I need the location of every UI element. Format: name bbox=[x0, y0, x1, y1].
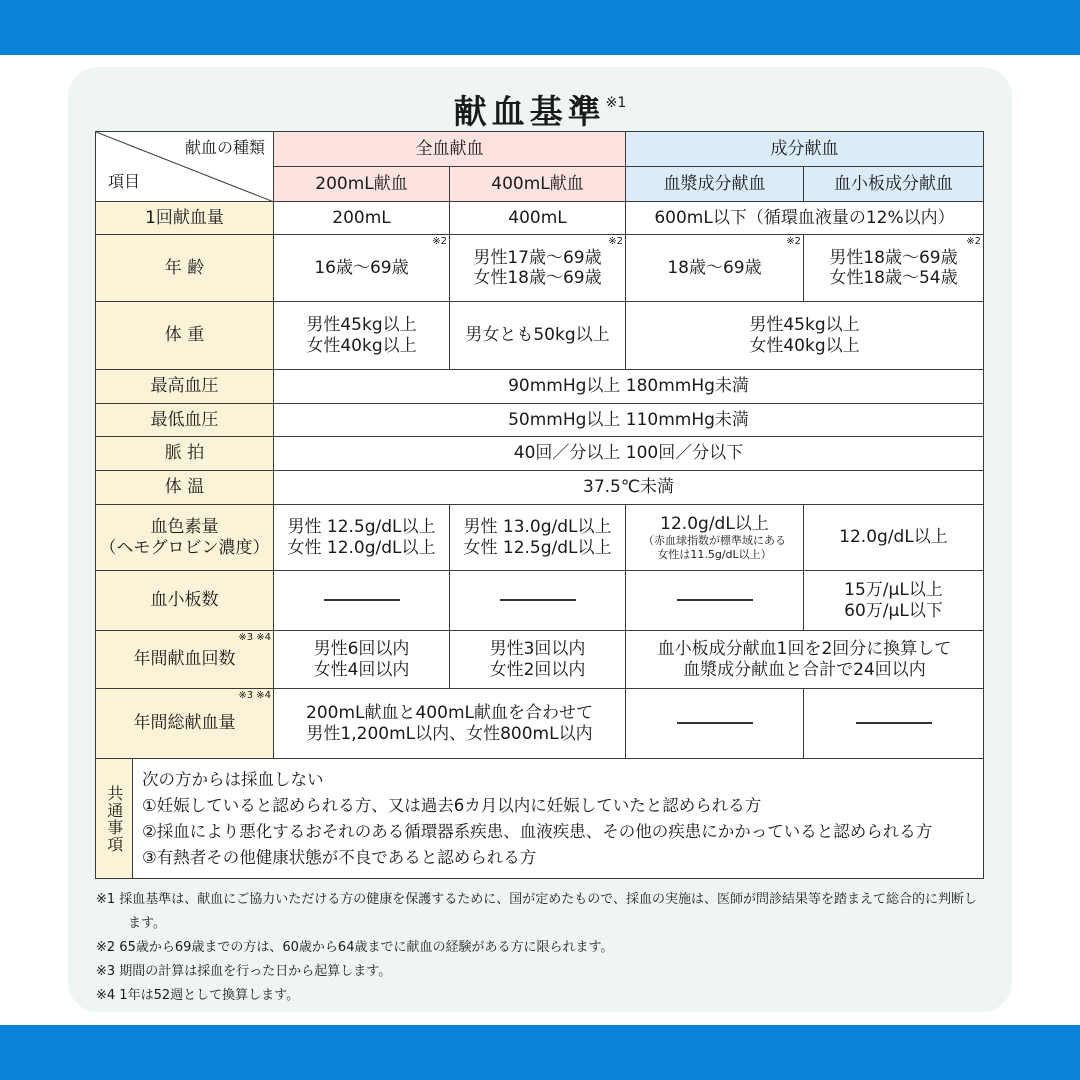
label-weight: 体 重 bbox=[96, 302, 274, 370]
label-diastolic: 最低血圧 bbox=[96, 404, 274, 437]
footnote-4: ※4 1年は52週として換算します。 bbox=[96, 988, 300, 1003]
row-systolic bbox=[96, 370, 984, 404]
top-accent-bar bbox=[0, 0, 1080, 55]
age-200-note: ※2 bbox=[432, 236, 447, 247]
label-annual-count: ※3 ※4 年間献血回数 bbox=[96, 631, 274, 689]
annual-total-whole: 200mL献血と400mL献血を合わせて 男性1,200mL以内、女性800mL以内 bbox=[274, 689, 626, 759]
row-annual-count bbox=[96, 631, 984, 689]
whole-blood-header: 全血献血 bbox=[274, 132, 626, 167]
row-weight bbox=[96, 302, 984, 370]
age-400: ※2 男性17歳～69歳 女性18歳～69歳 bbox=[450, 235, 626, 302]
common-section bbox=[96, 759, 984, 879]
common-label-box bbox=[96, 759, 133, 878]
age-200: ※2 16歳～69歳 bbox=[274, 235, 450, 302]
row-pulse bbox=[96, 437, 984, 471]
row-common bbox=[96, 759, 984, 879]
label-platelet-count: 血小板数 bbox=[96, 571, 274, 631]
col-200ml: 200mL献血 bbox=[274, 167, 450, 202]
hemoglobin-400: 男性 13.0g/dL以上 女性 12.5g/dL以上 bbox=[450, 505, 626, 571]
volume-400: 400mL bbox=[450, 202, 626, 235]
age-platelet-note: ※2 bbox=[966, 236, 981, 247]
title-footnote-mark: ※1 bbox=[605, 95, 627, 111]
not-applicable-dash bbox=[677, 599, 753, 601]
annual-total-platelet bbox=[804, 689, 984, 759]
diastolic-value: 50mmHg以上 110mmHg未満 bbox=[274, 404, 984, 437]
annual-count-400: 男性3回以内 女性2回以内 bbox=[450, 631, 626, 689]
annual-count-note: ※3 ※4 bbox=[238, 632, 271, 643]
common-item-3: ③有熱者その他健康状態が不良であると認められる方 bbox=[142, 847, 537, 867]
not-applicable-dash bbox=[324, 599, 400, 601]
common-item-1: ①妊娠していると認められる方、又は過去6カ月以内に妊娠していたと認められる方 bbox=[142, 795, 762, 815]
col-plasma: 血漿成分献血 bbox=[626, 167, 804, 202]
systolic-value: 90mmHg以上 180mmHg未満 bbox=[274, 370, 984, 404]
hemoglobin-200: 男性 12.5g/dL以上 女性 12.0g/dL以上 bbox=[274, 505, 450, 571]
annual-count-component: 血小板成分献血1回を2回分に換算して 血漿成分献血と合計で24回以内 bbox=[626, 631, 984, 689]
age-platelet: ※2 男性18歳～69歳 女性18歳～54歳 bbox=[804, 235, 984, 302]
volume-200: 200mL bbox=[274, 202, 450, 235]
footnote-1: ※1 採血基準は、献血にご協力いただける方の健康を保護するために、国が定めたもので、採血の実施は、医師が問診結果等を踏まえて総合的に判断します。 bbox=[96, 892, 978, 931]
col-400ml: 400mL献血 bbox=[450, 167, 626, 202]
footnote-2: ※2 65歳から69歳までの方は、60歳から64歳までに献血の経験がある方に限られます。 bbox=[96, 940, 614, 955]
platelet-count-platelet: 15万/μL以上 60万/μL以下 bbox=[804, 571, 984, 631]
label-temp: 体 温 bbox=[96, 471, 274, 505]
common-intro: 次の方からは採血しない bbox=[142, 769, 324, 789]
weight-200: 男性45kg以上 女性40kg以上 bbox=[274, 302, 450, 370]
row-age bbox=[96, 235, 984, 302]
label-systolic: 最高血圧 bbox=[96, 370, 274, 404]
row-volume bbox=[96, 202, 984, 235]
annual-total-plasma bbox=[626, 689, 804, 759]
header-corner-cell bbox=[96, 132, 274, 202]
volume-component: 600mL以下（循環血液量の12%以内） bbox=[626, 202, 984, 235]
component-header: 成分献血 bbox=[626, 132, 984, 167]
platelet-count-200 bbox=[274, 571, 450, 631]
label-hemoglobin: 血色素量 （ヘモグロビン濃度） bbox=[96, 505, 274, 571]
donation-criteria-table bbox=[95, 131, 984, 879]
annual-count-200: 男性6回以内 女性4回以内 bbox=[274, 631, 450, 689]
bottom-accent-bar bbox=[0, 1025, 1080, 1080]
label-age: 年 齢 bbox=[96, 235, 274, 302]
not-applicable-dash bbox=[856, 722, 932, 724]
annual-total-note: ※3 ※4 bbox=[238, 690, 271, 701]
type-label: 献血の種類 bbox=[184, 138, 265, 157]
col-platelet: 血小板成分献血 bbox=[804, 167, 984, 202]
item-label: 項目 bbox=[108, 171, 141, 191]
page-title: 献血基準$^{※1}$ bbox=[453, 92, 627, 131]
temp-value: 37.5℃未満 bbox=[274, 471, 984, 505]
footnotes bbox=[96, 888, 986, 1008]
weight-400: 男女とも50kg以上 bbox=[450, 302, 626, 370]
row-diastolic bbox=[96, 404, 984, 437]
hemoglobin-platelet: 12.0g/dL以上 bbox=[804, 505, 984, 571]
row-hemoglobin bbox=[96, 505, 984, 571]
header-row-1 bbox=[96, 132, 984, 167]
common-body bbox=[96, 761, 983, 877]
platelet-count-400 bbox=[450, 571, 626, 631]
label-volume: 1回献血量 bbox=[96, 202, 274, 235]
weight-component: 男性45kg以上 女性40kg以上 bbox=[626, 302, 984, 370]
row-temp bbox=[96, 471, 984, 505]
hemoglobin-plasma: 12.0g/dL以上 （赤血球指数が標準域にある 女性は11.5g/dL以上） bbox=[626, 505, 804, 571]
not-applicable-dash bbox=[677, 722, 753, 724]
age-plasma-note: ※2 bbox=[786, 236, 801, 247]
common-item-2: ②採血により悪化するおそれのある循環器系疾患、血液疾患、その他の疾患にかかっていると認められる方 bbox=[142, 821, 933, 841]
footnote-3: ※3 期間の計算は採血を行った日から起算します。 bbox=[96, 964, 392, 979]
label-annual-total: ※3 ※4 年間総献血量 bbox=[96, 689, 274, 759]
row-platelet-count bbox=[96, 571, 984, 631]
common-label: 共通事項 bbox=[104, 784, 124, 853]
label-pulse: 脈 拍 bbox=[96, 437, 274, 471]
row-annual-total bbox=[96, 689, 984, 759]
age-plasma: ※2 18歳～69歳 bbox=[626, 235, 804, 302]
platelet-count-plasma bbox=[626, 571, 804, 631]
not-applicable-dash bbox=[500, 599, 576, 601]
age-400-note: ※2 bbox=[608, 236, 623, 247]
pulse-value: 40回／分以上 100回／分以下 bbox=[274, 437, 984, 471]
